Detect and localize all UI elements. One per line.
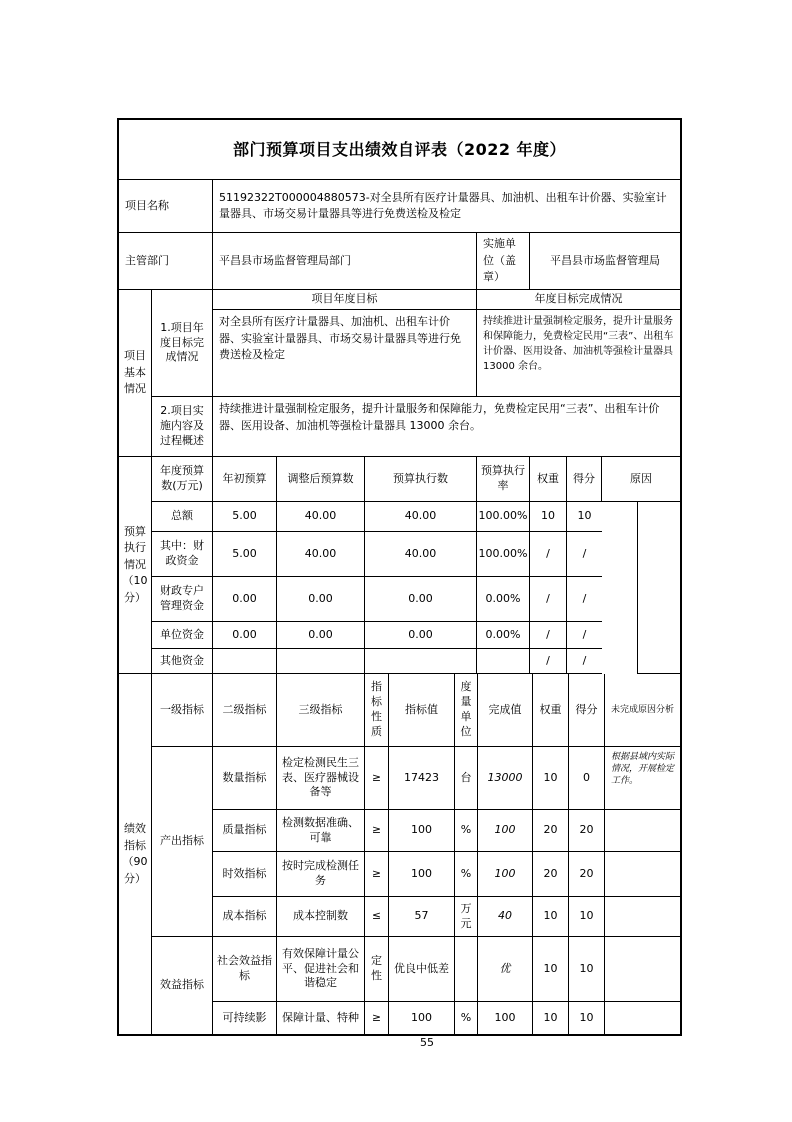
perf-cell-target: 100 [389, 1002, 455, 1034]
performance-section [119, 674, 680, 1034]
perf-cell-weight: 10 [533, 897, 569, 937]
project-name-label: 项目名称 [119, 180, 213, 233]
perf-cell-target: 17423 [389, 747, 455, 810]
basic-info-section-label: 项目基本情况 [119, 290, 152, 457]
budget-cell-initial: 5.00 [213, 532, 277, 577]
budget-cell-executed: 0.00 [365, 577, 477, 622]
perf-level1-benefit: 效益指标 [152, 937, 213, 1034]
impl-row-label: 2.项目实施内容及过程概述 [152, 397, 213, 457]
supervisor-label: 主管部门 [119, 233, 213, 290]
budget-row-special-account [152, 577, 638, 622]
perf-cell-actual: 优 [478, 937, 533, 1002]
perf-cell-actual: 100 [478, 1002, 533, 1034]
perf-cell-nature: ≤ [365, 897, 389, 937]
annual-goal-header: 项目年度目标 [213, 290, 477, 310]
perf-header-level1: 一级指标 [152, 674, 213, 747]
perf-header-nature: 指标性质 [365, 674, 389, 747]
budget-header-rate: 预算执行率 [477, 457, 530, 502]
budget-cell-score: / [567, 532, 602, 577]
budget-row-total [152, 502, 638, 532]
perf-cell-reason [605, 852, 680, 897]
perf-cell-score: 10 [569, 1002, 605, 1034]
perf-cell-reason [605, 1002, 680, 1034]
budget-cell-initial: 0.00 [213, 577, 277, 622]
perf-cell-nature: ≥ [365, 747, 389, 810]
budget-cell-score: / [567, 577, 602, 622]
completion-header: 年度目标完成情况 [477, 290, 680, 310]
budget-header-name: 年度预算数(万元) [152, 457, 213, 502]
project-name-value: 51192322T000004880573-对全县所有医疗计量器具、加油机、出租车计价器、实验室计量器具、市场交易计量器具等进行免费送检及检定 [213, 180, 680, 233]
budget-cell-adjusted: 0.00 [277, 622, 365, 649]
perf-cell-score: 20 [569, 810, 605, 852]
perf-cell-nature: 定性 [365, 937, 389, 1002]
perf-cell-level3: 检定检测民生三表、医疗器械设备等 [277, 747, 365, 810]
perf-cell-target: 优良中低差 [389, 937, 455, 1002]
budget-row-name: 单位资金 [152, 622, 213, 649]
perf-cell-level3: 检测数据准确、可靠 [277, 810, 365, 852]
perf-cell-target: 57 [389, 897, 455, 937]
perf-cell-level3: 成本控制数 [277, 897, 365, 937]
perf-cell-target: 100 [389, 852, 455, 897]
perf-cell-unit: 台 [455, 747, 478, 810]
completion-text: 持续推进计量强制检定服务，提升计量服务和保障能力，免费检定民用“三表”、出租车计价器、医用设备、加油机等强检计量器具 13000 余台。 [477, 310, 680, 397]
budget-section-label: 预算执行情况（10 分） [119, 457, 152, 674]
perf-cell-score: 20 [569, 852, 605, 897]
perf-cell-level2: 可持续影 [213, 1002, 277, 1034]
budget-header-reason: 原因 [602, 457, 680, 502]
budget-header-weight: 权重 [530, 457, 567, 502]
perf-cell-actual: 13000 [478, 747, 533, 810]
perf-cell-unit: % [455, 810, 478, 852]
perf-cell-target: 100 [389, 810, 455, 852]
budget-row-fiscal [152, 532, 638, 577]
budget-cell-score: 10 [567, 502, 602, 532]
perf-row-quantity [213, 747, 680, 810]
perf-cell-weight: 10 [533, 1002, 569, 1034]
budget-row-name: 其他资金 [152, 649, 213, 674]
supervisor-value: 平昌县市场监督管理局部门 [213, 233, 477, 290]
perf-cell-level3: 有效保障计量公平、促进社会和谐稳定 [277, 937, 365, 1002]
perf-cell-unit: % [455, 1002, 478, 1034]
perf-row-cost [213, 897, 680, 937]
annual-goal-text: 对全县所有医疗计量器具、加油机、出租车计价器、实验室计量器具、市场交易计量器具等进行免费送检及检定 [213, 310, 477, 397]
perf-header-reason: 未完成原因分析 [605, 674, 680, 747]
basic-info-section [119, 290, 680, 457]
perf-cell-reason [605, 810, 680, 852]
perf-cell-weight: 20 [533, 810, 569, 852]
perf-row-timeliness [213, 852, 680, 897]
budget-cell-rate: 0.00% [477, 577, 530, 622]
budget-cell-initial: 0.00 [213, 622, 277, 649]
budget-header-initial: 年初预算 [213, 457, 277, 502]
perf-cell-weight: 20 [533, 852, 569, 897]
goal-row-label: 1.项目年度目标完成情况 [152, 290, 213, 397]
budget-row-name: 总额 [152, 502, 213, 532]
budget-cell-initial [213, 649, 277, 674]
budget-cell-score: / [567, 622, 602, 649]
perf-row-social-benefit [213, 937, 680, 1002]
perf-cell-reason [605, 937, 680, 1002]
budget-section [119, 457, 680, 674]
perf-cell-unit: % [455, 852, 478, 897]
budget-cell-rate: 0.00% [477, 622, 530, 649]
budget-row-name: 财政专户管理资金 [152, 577, 213, 622]
perf-row-quality [213, 810, 680, 852]
perf-cell-nature: ≥ [365, 1002, 389, 1034]
budget-cell-executed: 40.00 [365, 532, 477, 577]
perf-header-target: 指标值 [389, 674, 455, 747]
page-number: 55 [420, 1036, 434, 1049]
budget-cell-weight: / [530, 532, 567, 577]
perf-cell-weight: 10 [533, 747, 569, 810]
perf-cell-actual: 100 [478, 810, 533, 852]
perf-header-weight: 权重 [533, 674, 569, 747]
budget-cell-weight: / [530, 577, 567, 622]
document-title: 部门预算项目支出绩效自评表（2022 年度） [119, 120, 680, 180]
budget-cell-rate: 100.00% [477, 502, 530, 532]
budget-cell-rate [477, 649, 530, 674]
budget-cell-adjusted: 0.00 [277, 577, 365, 622]
budget-cell-executed: 0.00 [365, 622, 477, 649]
budget-cell-initial: 5.00 [213, 502, 277, 532]
budget-cell-rate: 100.00% [477, 532, 530, 577]
perf-cell-unit [455, 937, 478, 1002]
budget-cell-weight: 10 [530, 502, 567, 532]
budget-header-executed: 预算执行数 [365, 457, 477, 502]
budget-reason-cell [637, 502, 680, 674]
perf-level1-output: 产出指标 [152, 747, 213, 937]
perf-header-level2: 二级指标 [213, 674, 277, 747]
perf-cell-level3: 按时完成检测任务 [277, 852, 365, 897]
perf-cell-nature: ≥ [365, 852, 389, 897]
budget-cell-adjusted [277, 649, 365, 674]
perf-row-sustainability [213, 1002, 680, 1034]
impl-unit-label: 实施单位（盖章） [477, 233, 530, 290]
perf-cell-actual: 40 [478, 897, 533, 937]
perf-cell-level2: 质量指标 [213, 810, 277, 852]
perf-cell-reason: 根据县域内实际情况，开展检定工作。 [605, 747, 680, 810]
budget-header-score: 得分 [567, 457, 602, 502]
perf-header-actual: 完成值 [478, 674, 533, 747]
perf-cell-level2: 时效指标 [213, 852, 277, 897]
budget-cell-weight: / [530, 649, 567, 674]
budget-cell-executed: 40.00 [365, 502, 477, 532]
perf-cell-level3: 保障计量、特种 [277, 1002, 365, 1034]
budget-row-unit-funds [152, 622, 638, 649]
performance-section-label: 绩效指标（90 分） [119, 674, 152, 1034]
perf-cell-weight: 10 [533, 937, 569, 1002]
perf-cell-level2: 成本指标 [213, 897, 277, 937]
evaluation-table [117, 118, 682, 1036]
perf-cell-level2: 数量指标 [213, 747, 277, 810]
budget-cell-adjusted: 40.00 [277, 532, 365, 577]
budget-cell-executed [365, 649, 477, 674]
perf-header-unit: 度量单位 [455, 674, 478, 747]
perf-cell-reason [605, 897, 680, 937]
perf-cell-score: 0 [569, 747, 605, 810]
budget-cell-score: / [567, 649, 602, 674]
perf-cell-nature: ≥ [365, 810, 389, 852]
perf-header-score: 得分 [569, 674, 605, 747]
perf-cell-level2: 社会效益指标 [213, 937, 277, 1002]
perf-cell-score: 10 [569, 897, 605, 937]
perf-cell-unit: 万元 [455, 897, 478, 937]
budget-header-adjusted: 调整后预算数 [277, 457, 365, 502]
perf-cell-score: 10 [569, 937, 605, 1002]
budget-cell-weight: / [530, 622, 567, 649]
budget-row-other-funds [152, 649, 638, 674]
impl-unit-value: 平昌县市场监督管理局 [530, 233, 680, 290]
budget-cell-adjusted: 40.00 [277, 502, 365, 532]
perf-cell-actual: 100 [478, 852, 533, 897]
impl-text: 持续推进计量强制检定服务，提升计量服务和保障能力，免费检定民用“三表”、出租车计价器、医用设备、加油机等强检计量器具 13000 余台。 [213, 397, 680, 457]
budget-row-name: 其中：财政资金 [152, 532, 213, 577]
perf-header-level3: 三级指标 [277, 674, 365, 747]
